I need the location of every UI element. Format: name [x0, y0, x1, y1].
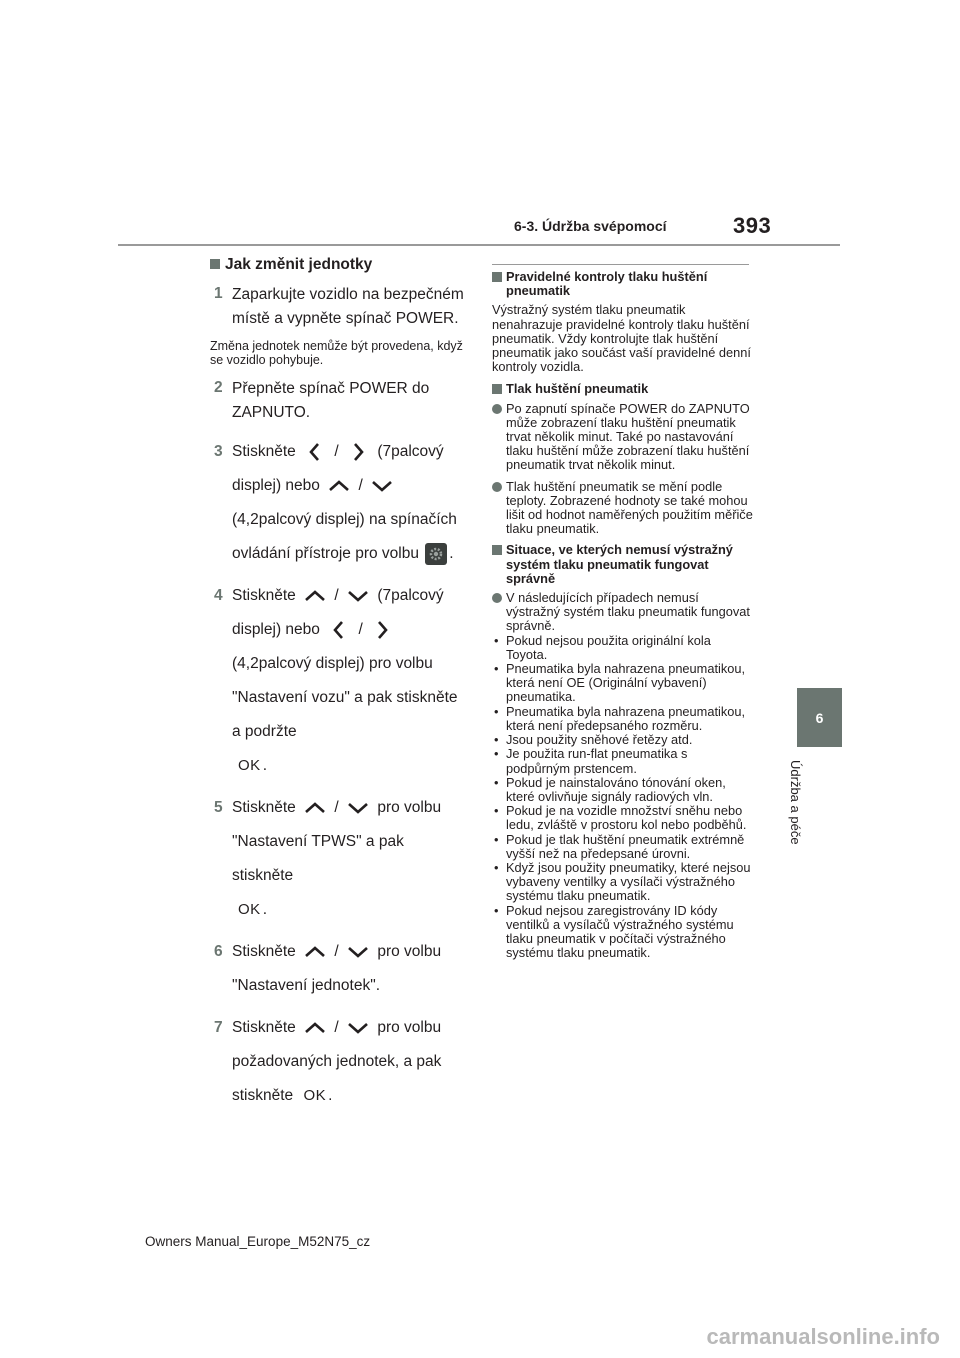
- chapter-title-vertical: Údržba a péče: [788, 760, 803, 845]
- subsection-heading: [492, 270, 754, 298]
- list-item: • Pokud nejsou použita originální kola Toyota.: [492, 634, 754, 662]
- list-item: • Pneumatika byla nahrazena pneumatikou, která není předepsaného rozměru.: [492, 705, 754, 733]
- step-3: [210, 435, 468, 571]
- step-text: [232, 935, 468, 1003]
- heading-text: Pravidelné kontroly tlaku huštění pneumatik: [506, 269, 708, 299]
- period: .: [262, 757, 267, 775]
- step-text-part: (7palcový displej) nebo: [232, 587, 444, 638]
- step-text-part: (4,2palcový displej) na spínačích ovládání přístroje pro volbu: [232, 511, 457, 562]
- step-number: 7: [214, 1019, 223, 1037]
- period: .: [262, 901, 267, 919]
- list-item: • Pokud je nainstalováno tónování oken, které ovlivňuje signály radiových vln.: [492, 776, 754, 804]
- step-text: [232, 1011, 468, 1113]
- right-column: [492, 270, 754, 960]
- ok-button-icon: OK: [303, 1087, 327, 1105]
- square-bullet-icon: [210, 259, 220, 269]
- step-text-part: Stiskněte: [232, 799, 296, 817]
- period: .: [328, 1087, 333, 1105]
- heading-text: Situace, ve kterých nemusí výstražný systém tlaku pneumatik fungovat správně: [506, 542, 733, 586]
- chevron-down-icon: [369, 475, 395, 497]
- step-text-part: (4,2palcový displej) pro volbu "Nastavení vozu" a pak stiskněte a podržte: [232, 655, 458, 740]
- note-text: Změna jednotek nemůže být provedena, když se vozidlo pohybuje.: [210, 339, 463, 367]
- slash: /: [334, 1019, 339, 1037]
- step-2: [210, 377, 468, 425]
- slash: /: [334, 799, 339, 817]
- circle-bullet-item: Po zapnutí spínače POWER do ZAPNUTO může zobrazení tlaku huštění pneumatik trvat několik minut. Také po nastavování tlaku huštění může zobrazení tlaku huštění pneumatik trvat několik minut.: [492, 402, 754, 473]
- step-number: 3: [214, 443, 223, 460]
- step-text: [232, 579, 468, 783]
- circle-bullet-item: Tlak huštění pneumatik se mění podle teploty. Zobrazené hodnoty se také mohou lišit od hodnot naměřených použitím měřiče tlaku pneumatik.: [492, 480, 754, 537]
- step-text-part: pro volbu "Nastavení TPWS" a pak stiskněte: [232, 799, 442, 885]
- slash: /: [334, 943, 339, 961]
- list-item: • Je použita run-flat pneumatika s podpůrným prstencem.: [492, 747, 754, 775]
- square-bullet-icon: [492, 384, 502, 394]
- step-text: [232, 435, 468, 571]
- step-text: Zaparkujte vozidlo na bezpečném místě a vypněte spínač POWER.: [232, 286, 464, 327]
- settings-gear-icon: [425, 543, 447, 565]
- step-text: Přepněte spínač POWER do ZAPNUTO.: [232, 380, 430, 421]
- list-item: • Když jsou použity pneumatiky, které nejsou vybaveny ventilky a vysílači výstražného systému tlaku pneumatik.: [492, 861, 754, 904]
- step-text-part: Stiskněte: [232, 443, 296, 460]
- list-item: • Jsou použity sněhové řetězy atd.: [492, 733, 754, 747]
- heading-text: Jak změnit jednotky: [225, 256, 373, 273]
- chevron-right-icon: [345, 441, 371, 463]
- step-number: 5: [214, 799, 223, 817]
- step-number: 1: [214, 285, 223, 302]
- list-item: • Pokud nejsou zaregistrovány ID kódy ventilků a vysílačů výstražného systému tlaku pneumatik v počítači výstražného systému tlaku pneumatik.: [492, 904, 754, 961]
- chapter-tab: 6: [797, 688, 842, 747]
- ok-button-icon: OK: [238, 757, 261, 774]
- watermark-link[interactable]: carmanualsonline.info: [706, 1324, 940, 1349]
- slash: /: [334, 443, 339, 460]
- period: .: [449, 545, 454, 562]
- step-4: [210, 579, 468, 783]
- step-text: [232, 791, 468, 927]
- chevron-up-icon: [302, 797, 328, 819]
- chevron-down-icon: [345, 941, 371, 963]
- chevron-right-icon: [369, 619, 395, 641]
- chevron-up-icon: [302, 1017, 328, 1039]
- square-bullet-icon: [492, 272, 502, 282]
- step-text-part: (7palcový displej) nebo: [232, 443, 444, 494]
- page-number: 393: [733, 213, 772, 238]
- step-number: 4: [214, 587, 223, 604]
- step-text-part: pro volbu "Nastavení jednotek".: [232, 943, 442, 995]
- step-1: [210, 283, 468, 331]
- chevron-up-icon: [326, 475, 352, 497]
- step-text-part: Stiskněte: [232, 587, 296, 604]
- chevron-up-icon: [302, 941, 328, 963]
- slash: /: [358, 477, 363, 494]
- heading-text: Tlak huštění pneumatik: [506, 381, 649, 397]
- left-column: [210, 254, 468, 1121]
- bullet-list: [492, 634, 754, 961]
- step-number: 6: [214, 943, 223, 961]
- step-7: [210, 1011, 468, 1113]
- step-text-part: Stiskněte: [232, 1019, 296, 1037]
- step-number: 2: [214, 379, 223, 396]
- chevron-left-icon: [326, 619, 352, 641]
- step-5: [210, 791, 468, 927]
- section-heading: [210, 254, 468, 276]
- list-item: • Pneumatika byla nahrazena pneumatikou, která není OE (Originální vybavení) pneumatika.: [492, 662, 754, 705]
- list-item: • Pokud je na vozidle množství sněhu nebo ledu, zvláště v prostoru kol nebo podběhů.: [492, 804, 754, 832]
- chevron-up-icon: [302, 585, 328, 607]
- ok-button-icon: OK: [238, 901, 261, 919]
- chevron-down-icon: [345, 585, 371, 607]
- section-title: 6-3. Údržba svépomocí: [514, 218, 667, 234]
- chevron-down-icon: [345, 797, 371, 819]
- subsection-heading: [492, 382, 754, 396]
- list-item: • Pokud je tlak huštění pneumatik extrémně vyšší než na předepsané úrovni.: [492, 833, 754, 861]
- step-6: [210, 935, 468, 1003]
- column-top-divider: [492, 264, 749, 265]
- slash: /: [334, 587, 339, 604]
- circle-bullet-item: V následujících případech nemusí výstražný systém tlaku pneumatik fungovat správně.: [492, 591, 754, 634]
- square-bullet-icon: [492, 545, 502, 555]
- step-text-part: Stiskněte: [232, 943, 296, 961]
- step-text-part: pro volbu požadovaných jednotek, a pak stiskněte: [232, 1019, 442, 1105]
- header-divider: [118, 244, 840, 246]
- paragraph: Výstražný systém tlaku pneumatik nenahrazuje pravidelné kontroly tlaku huštění pneumatik. Vždy kontrolujte tlak huštění pneumatik jako součást vaší pravidelné denní kontroly vozidla.: [492, 302, 751, 375]
- chevron-down-icon: [345, 1017, 371, 1039]
- slash: /: [358, 621, 363, 638]
- subsection-heading: [492, 543, 754, 586]
- chevron-left-icon: [302, 441, 328, 463]
- footer-manual-id: Owners Manual_Europe_M52N75_cz: [145, 1234, 371, 1249]
